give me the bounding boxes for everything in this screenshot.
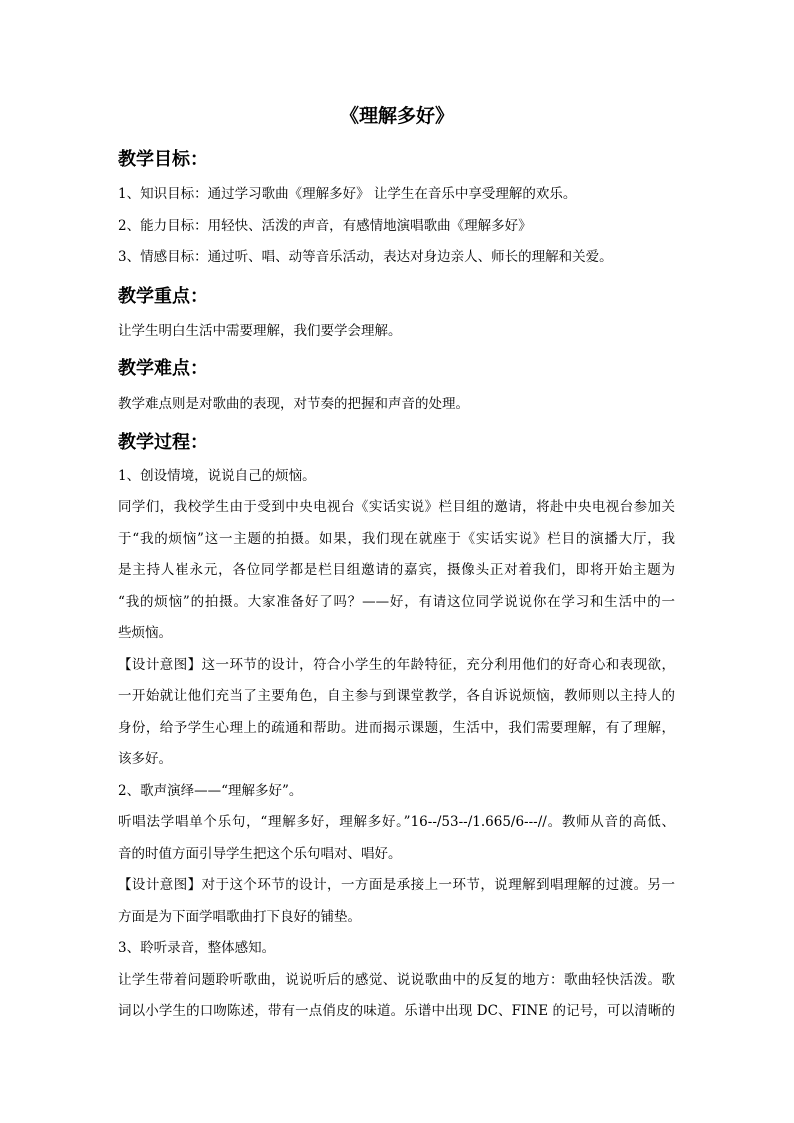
section-heading-process: 教学过程：: [118, 432, 208, 453]
document-title: 《理解多好》: [339, 105, 454, 127]
section-heading-key-point: 教学重点：: [118, 286, 208, 307]
key-point-text: 让学生明白生活中需要理解，我们要学会理解。: [118, 323, 402, 339]
difficulty-text: 教学难点则是对歌曲的表现，对节奏的把握和声音的处理。: [118, 396, 469, 412]
paragraph-line: 音的时值方面引导学生把这个乐句唱对、唱好。: [118, 846, 402, 862]
goal-item: 1、知识目标：通过学习歌曲《理解多好》 让学生在音乐中享受理解的欢乐。: [118, 186, 577, 202]
step-title: 1、创设情境，说说自己的烦恼。: [118, 468, 316, 484]
paragraph-line: “我的烦恼”的拍摄。大家准备好了吗？——好，有请这位同学说说你在学习和生活中的一: [118, 594, 675, 610]
design-intent-line: 【设计意图】这一环节的设计，符合小学生的年龄特征，充分利用他们的好奇心和表现欲，: [118, 657, 675, 673]
paragraph-line: 些烦恼。: [118, 625, 172, 641]
paragraph-line: 词以小学生的口吻陈述，带有一点俏皮的味道。乐谱中出现 DC、FINE 的记号，可以清晰的: [118, 1003, 675, 1019]
paragraph-line: 听唱法学唱单个乐句，“理解多好，理解多好。”16--/53--/1.665/6---//。教师从音的高低、: [118, 814, 675, 830]
design-intent-line: 方面是为下面学唱歌曲打下良好的铺垫。: [118, 909, 361, 925]
section-heading-goals: 教学目标：: [118, 149, 208, 170]
goal-item: 3、情感目标：通过听、唱、动等音乐活动，表达对身边亲人、师长的理解和关爱。: [118, 249, 613, 265]
design-intent-line: 【设计意图】对于这个环节的设计，一方面是承接上一环节，说理解到唱理解的过渡。另一: [118, 877, 675, 893]
step-title: 2、歌声演绎——“理解多好”。: [118, 783, 303, 799]
goal-item: 2、能力目标：用轻快、活泼的声音，有感情地演唱歌曲《理解多好》: [118, 218, 532, 234]
paragraph-line: 同学们，我校学生由于受到中央电视台《实话实说》栏目组的邀请，将赴中央电视台参加关: [118, 499, 675, 515]
paragraph-line: 于“我的烦恼”这一主题的拍摄。如果，我们现在就座于《实话实说》栏目的演播大厅，我: [118, 531, 675, 547]
section-heading-difficulty: 教学难点：: [118, 358, 208, 379]
paragraph-line: 是主持人崔永元，各位同学都是栏目组邀请的嘉宾，摄像头正对着我们，即将开始主题为: [118, 562, 675, 578]
design-intent-line: 一开始就让他们充当了主要角色，自主参与到课堂教学，各自诉说烦恼，教师则以主持人的: [118, 688, 675, 704]
paragraph-line: 让学生带着问题聆听歌曲，说说听后的感觉、说说歌曲中的反复的地方：歌曲轻快活泼。歌: [118, 972, 675, 988]
step-title: 3、聆听录音，整体感知。: [118, 940, 276, 956]
design-intent-line: 身份，给予学生心理上的疏通和帮助。进而揭示课题，生活中，我们需要理解，有了理解，: [118, 720, 675, 736]
design-intent-line: 该多好。: [118, 751, 172, 767]
